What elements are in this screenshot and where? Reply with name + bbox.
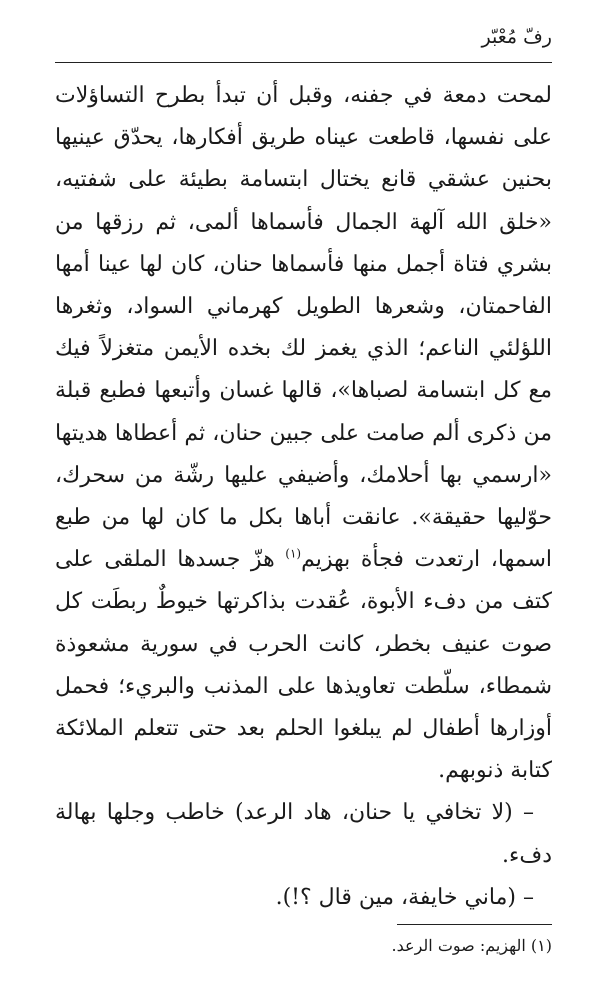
body-text (55, 75, 552, 919)
header-rule (55, 62, 552, 63)
dialog-line-2: – (ماني خايفة، مين قال ؟!). (275, 884, 534, 910)
footnote-rule (397, 924, 552, 925)
footnote: (١) الهزيم: صوت الرعد. (391, 936, 552, 955)
main-paragraph-part-b: هزّ جسدها الملقى على كتف من دفء الأبوة، عُقدت بذاكرتها خيوطٌ ربطَت كل صوت عنيف بخطر، كانت الحرب في سورية مشعوذة شمطاء، سلّطت تعاويذها على المذنب والبريء؛ فحمل أوزارها أطفال لم يبلغوا الحلم بعد حتى تتعلم الملائكة كتابة ذنوبهم. (55, 547, 552, 784)
main-paragraph-part-a: لمحت دمعة في جفنه، وقبل أن تبدأ بطرح التساؤلات على نفسها، قاطعت عيناه طريق أفكارها، يحدّق عينيها بحنين عشقي قانع يختال ابتسامة بطيئة على شفتيه، «خلق الله آلهة الجمال فأسماها ألمى، ثم رزقها من بشري فتاة أجمل منها فأسماها حنان، كان لها عينا أمها الفاحمتان، وشعرها الطويل كهرماني السواد، وثغرها اللؤلئي الناعم؛ الذي يغمز لك بخده الأيمن متغزلاً فيك مع كل ابتسامة لصباها»، قالها غسان وأتبعها فطبع قبلة من ذكرى ألم صامت على جبين حنان، ثم أعطاها هديتها «ارسمي بها أحلامك، وأضيفي عليها رشّة من سحرك، حوّليها حقيقة». عانقت أباها بكل ما كان لها من طبع اسمها، ارتعدت فجأة بهزيم (55, 83, 552, 573)
main-paragraph (55, 75, 552, 792)
footnote-reference[interactable]: (١) (285, 546, 302, 561)
running-header: رفّ مُعْبّر (481, 26, 552, 48)
dialog-line-1: – (لا تخافي يا حنان، هاد الرعد) خاطب وجلها بهالة دفء. (55, 800, 552, 868)
